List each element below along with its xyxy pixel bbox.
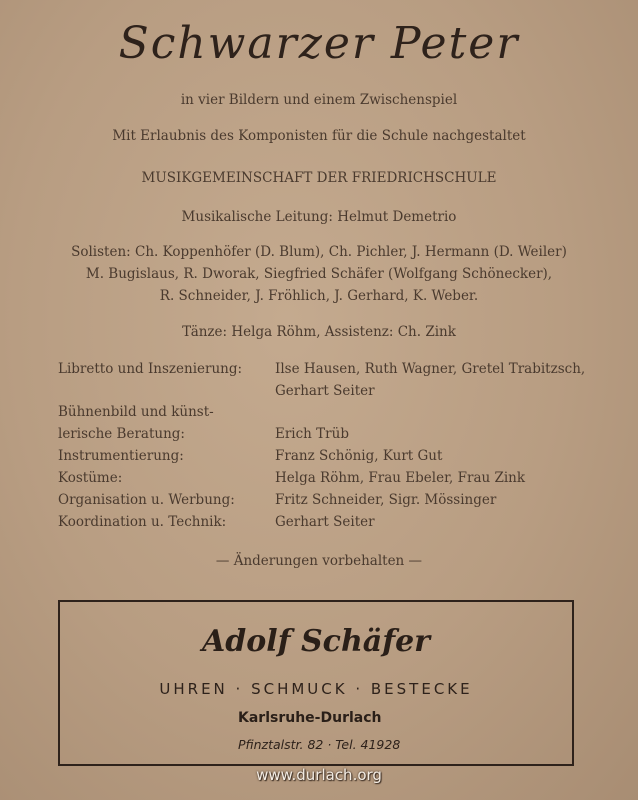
credit-value: Ilse Hausen, Ruth Wagner, Gretel Trabitzsch, [275,361,586,377]
credit-label: Koordination u. Technik: [58,514,227,530]
dances-credit: Tänze: Helga Röhm, Assistenz: Ch. Zink [182,324,456,340]
credit-value: Fritz Schneider, Sigr. Mössinger [275,492,497,508]
credit-value: Helga Röhm, Frau Ebeler, Frau Zink [275,470,526,486]
changes-notice: — Änderungen vorbehalten — [215,553,423,569]
credit-label: Bühnenbild und künst- [58,404,214,420]
advertiser-address: Pfinztalstr. 82 · Tel. 41928 [238,737,401,752]
advertiser-name: Adolf Schäfer [202,624,430,659]
program-title: Schwarzer Peter [118,18,520,69]
soloists-line: R. Schneider, J. Fröhlich, J. Gerhard, K. Weber. [159,288,479,304]
soloists-line: M. Bugislaus, R. Dworak, Siegfried Schäfer (Wolfgang Schönecker), [85,266,553,282]
credit-label: lerische Beratung: [58,426,185,442]
ensemble-name: MUSIKGEMEINSCHAFT DER FRIEDRICHSCHULE [141,170,497,186]
advertiser-tagline: UHREN · SCHMUCK · BESTECKE [159,680,473,698]
advertiser-city: Karlsruhe-Durlach [238,710,382,726]
credit-label: Instrumentierung: [58,448,184,464]
credit-value: Gerhart Seiter [275,383,375,399]
credit-value: Erich Trüb [275,426,349,442]
credit-label: Kostüme: [58,470,123,486]
credit-label: Libretto und Inszenierung: [58,361,243,377]
program-subtitle: in vier Bildern und einem Zwischenspiel [180,92,458,108]
credit-value: Gerhart Seiter [275,514,375,530]
credit-value: Franz Schönig, Kurt Gut [275,448,443,464]
permission-line: Mit Erlaubnis des Komponisten für die Schule nachgestaltet [112,128,526,144]
musical-direction: Musikalische Leitung: Helmut Demetrio [181,209,457,225]
soloists-line: Solisten: Ch. Koppenhöfer (D. Blum), Ch. Pichler, J. Hermann (D. Weiler) [71,244,567,260]
advertisement-box [58,600,574,766]
credit-label: Organisation u. Werbung: [58,492,235,508]
website-watermark: www.durlach.org [256,766,382,784]
